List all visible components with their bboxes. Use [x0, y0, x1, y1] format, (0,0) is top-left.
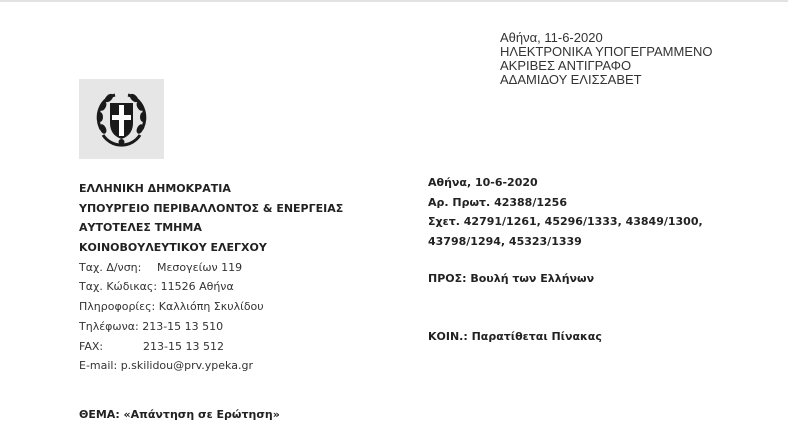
sender-email-row: [79, 356, 343, 376]
sender-postcode-value: 11526 Αθήνα: [160, 280, 234, 294]
sender-fax-row: [79, 337, 343, 357]
sender-org-republic: ΕΛΛΗΝΙΚΗ ΔΗΜΟΚΡΑΤΙΑ: [79, 182, 231, 195]
sender-phone-label: Τηλέφωνα:: [79, 319, 139, 333]
reference-protocol-number: Αρ. Πρωτ. 42388/1256: [428, 195, 567, 209]
sender-fax-value: 213-15 13 512: [143, 339, 224, 353]
stamp-copy-line: ΑΚΡΙΒΕΣ ΑΝΤΙΓΡΑΦΟ: [500, 58, 632, 73]
sender-block: [79, 179, 343, 376]
sender-phone-value: 213-15 13 510: [142, 319, 224, 333]
sender-info-row: [79, 297, 343, 317]
reference-date: Αθήνα, 10-6-2020: [428, 176, 538, 189]
sender-info-label: Πληροφορίες:: [79, 300, 156, 314]
sender-org-unit: ΚΟΙΝΟΒΟΥΛΕΥΤΙΚΟΥ ΕΛΕΓΧΟΥ: [79, 241, 267, 255]
stamp-date: Αθήνα, 11-6-2020: [500, 30, 603, 45]
sender-email-label: E-mail:: [79, 359, 118, 373]
sender-phone-row: [79, 317, 343, 337]
sender-org-ministry: ΥΠΟΥΡΓΕΙΟ ΠΕΡΙΒΑΛΛΟΝΤΟΣ & ΕΝΕΡΓΕΙΑΣ: [79, 201, 344, 215]
sender-address-value: Μεσογείων 119: [157, 260, 243, 274]
reference-related-line-1: Σχετ. 42791/1261, 45296/1333, 43849/1300,: [428, 215, 703, 229]
reference-related-line-2: 43798/1294, 45323/1339: [428, 235, 582, 249]
sender-address-row: [79, 258, 343, 278]
reference-block: [428, 173, 703, 252]
sender-address-label: Ταχ. Δ/νση:: [79, 260, 142, 274]
stamp-signer-name: ΑΔΑΜΙΔΟΥ ΕΛΙΣΣΑΒΕΤ: [500, 72, 642, 87]
greek-coat-of-arms-icon: [79, 79, 164, 159]
sender-org-department: ΑΥΤΟΤΕΛΕΣ ΤΜΗΜΑ: [79, 221, 202, 235]
subject-line: ΘΕΜΑ: «Απάντηση σε Ερώτηση»: [79, 408, 280, 421]
sender-info-value: Καλλιόπη Σκυλίδου: [158, 300, 264, 314]
cc-line: ΚΟΙΝ.: Παρατίθεται Πίνακας: [428, 330, 602, 343]
page-top-border: [0, 0, 788, 2]
signature-stamp: [500, 31, 713, 87]
sender-postcode-label: Ταχ. Κώδικας:: [79, 280, 158, 294]
sender-email-value[interactable]: p.skilidou@prv.ypeka.gr: [120, 359, 253, 373]
recipient-line: ΠΡΟΣ: Βουλή των Ελλήνων: [428, 272, 595, 285]
stamp-signed-line: ΗΛΕΚΤΡΟΝΙΚΑ ΥΠΟΓΕΓΡΑΜΜΕΝΟ: [500, 44, 713, 59]
sender-postcode-row: [79, 277, 343, 297]
sender-fax-label: FAX:: [79, 339, 104, 353]
